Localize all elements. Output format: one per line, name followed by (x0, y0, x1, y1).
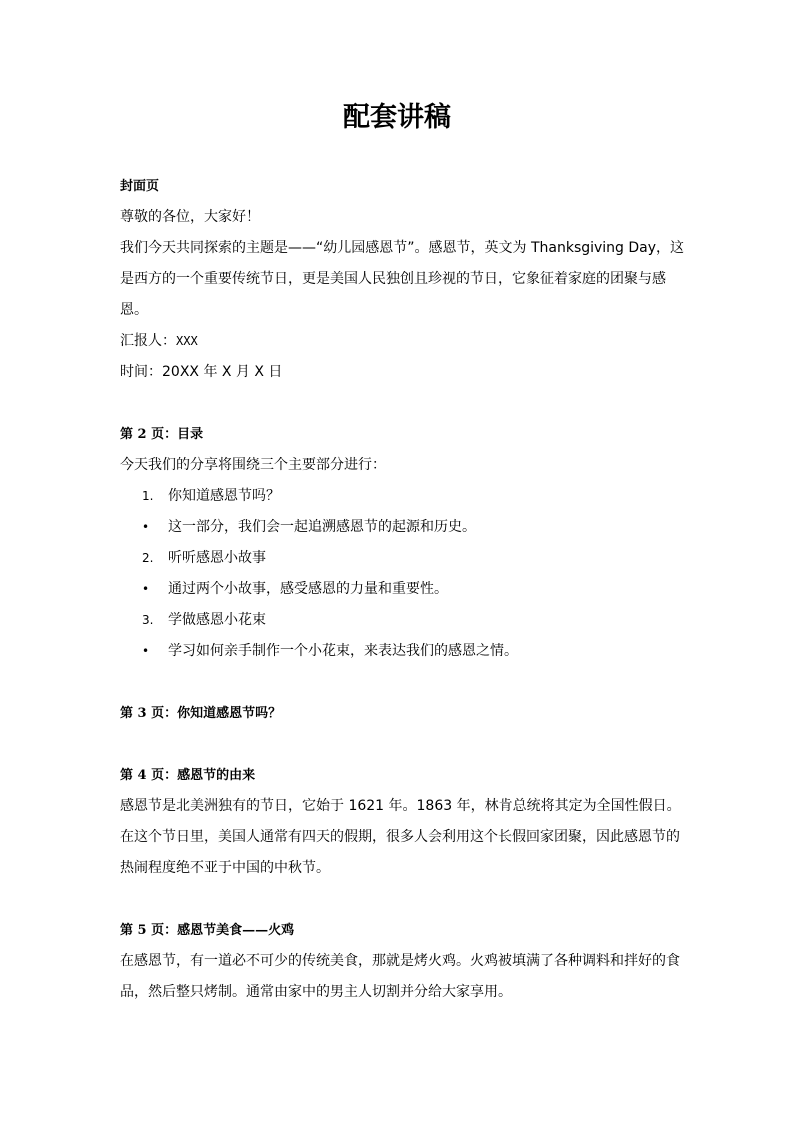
cover-heading: 封面页 (120, 179, 160, 194)
reporter-value: XXX (176, 334, 198, 348)
toc-subitem-text: 学习如何亲手制作一个小花束，来表达我们的感恩之情。 (168, 643, 518, 659)
time-line (120, 357, 690, 388)
toc-item-text: 听听感恩小故事 (168, 550, 266, 566)
page5-body: 在感恩节，有一道必不可少的传统美食，那就是烤火鸡。火鸡被填满了各种调料和拌好的食品，然后整只烤制。通常由家中的男主人切割并分给大家享用。 (120, 953, 680, 1000)
toc-item-text: 学做感恩小花束 (168, 612, 266, 628)
toc-item (120, 481, 690, 512)
page4-heading: 第 4 页：感恩节的由来 (120, 768, 256, 783)
time-value: 20XX 年 X 月 X 日 (162, 364, 283, 380)
toc-heading: 第 2 页：目录 (120, 427, 204, 442)
reporter-label: 汇报人： (120, 333, 176, 349)
bullet-icon: • (142, 582, 150, 596)
cover-greeting: 尊敬的各位，大家好！ (120, 209, 260, 225)
toc-item (120, 543, 690, 574)
page5-heading: 第 5 页：感恩节美食——火鸡 (120, 923, 295, 938)
toc-subitem (120, 636, 690, 667)
toc-item-text: 你知道感恩节吗？ (168, 488, 280, 504)
toc-subitem-text: 这一部分，我们会一起追溯感恩节的起源和历史。 (168, 519, 476, 535)
reporter-line (120, 326, 690, 357)
page4-body: 感恩节是北美洲独有的节日，它始于 1621 年。1863 年，林肯总统将其定为全国性假日。在这个节日里，美国人通常有四天的假期，很多人会利用这个长假回家团聚，因此感恩节的热闹程度绝不亚于中国的中秋节。 (120, 798, 681, 876)
toc-item-marker: 3. (142, 613, 154, 627)
toc-subitem (120, 512, 690, 543)
page3-heading: 第 3 页：你知道感恩节吗？ (120, 706, 282, 721)
toc-subitem-text: 通过两个小故事，感受感恩的力量和重要性。 (168, 581, 448, 597)
document-content (120, 171, 690, 1008)
toc-item-marker: 1. (142, 489, 154, 503)
toc-item-marker: 2. (142, 551, 154, 565)
document-title: 配套讲稿 (343, 102, 451, 133)
toc-item (120, 605, 690, 636)
time-label: 时间： (120, 364, 162, 380)
section-gap (120, 729, 690, 760)
section-gap (120, 884, 690, 915)
bullet-icon: • (142, 520, 150, 534)
section-gap (120, 388, 690, 419)
bullet-icon: • (142, 644, 150, 658)
section-gap (120, 667, 690, 698)
toc-subitem (120, 574, 690, 605)
toc-lead: 今天我们的分享将围绕三个主要部分进行： (120, 457, 386, 473)
cover-intro: 我们今天共同探索的主题是——“幼儿园感恩节”。感恩节，英文为 Thanksgiving Day，这是西方的一个重要传统节日，更是美国人民独创且珍视的节日，它象征着家庭的团聚与感恩。 (120, 240, 685, 318)
